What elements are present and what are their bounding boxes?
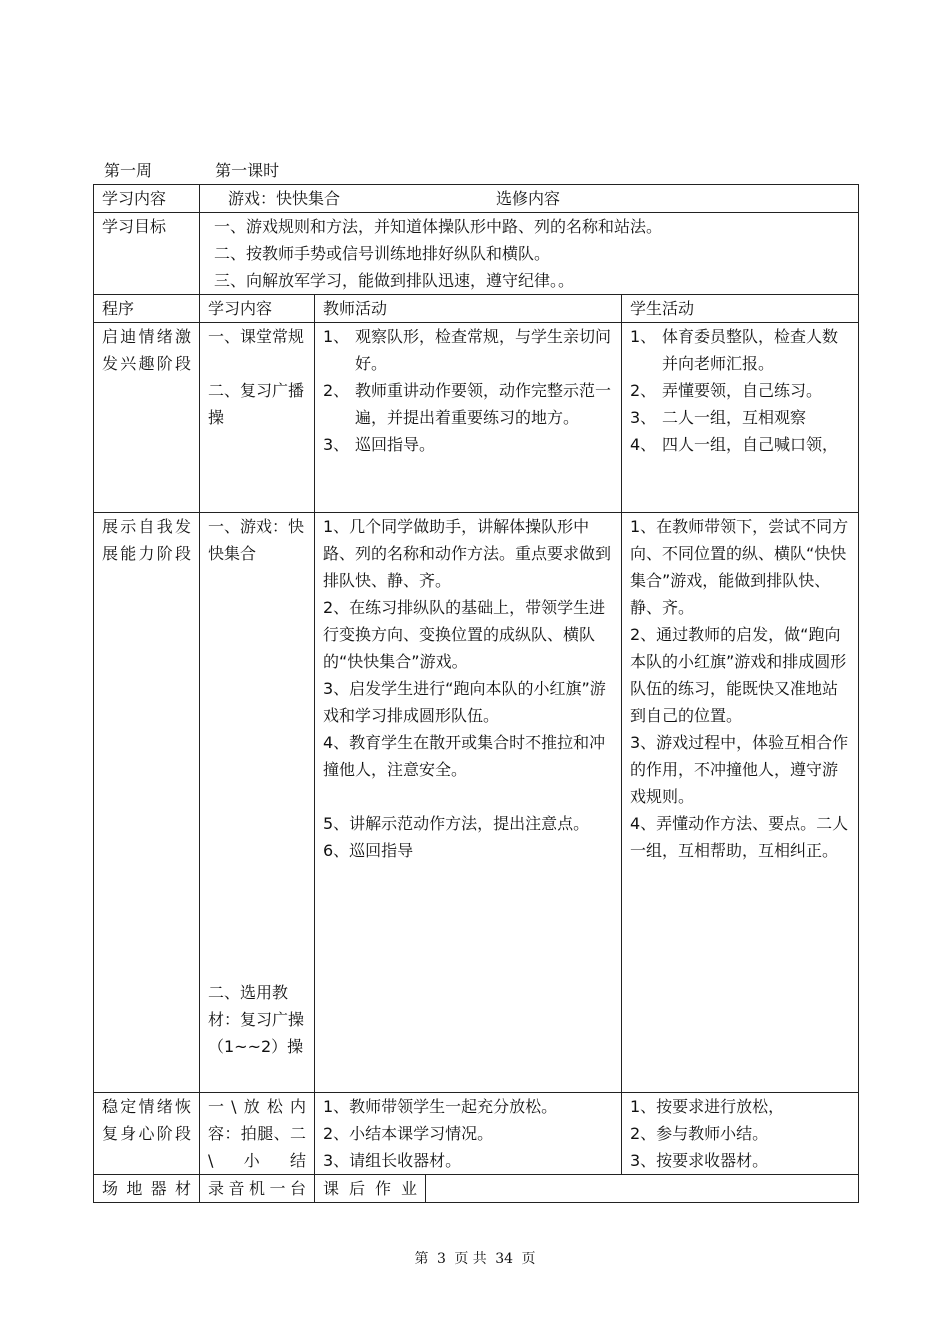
teacher-item: 2、小结本课学习情况。 <box>323 1124 494 1143</box>
student-item: 2、 弄懂要领，自己练习。 <box>630 381 823 400</box>
col-header-procedure: 程序 <box>94 295 200 323</box>
stage2-row <box>94 513 859 1093</box>
student-item: 3、 二人一组，互相观察 <box>630 408 807 427</box>
teacher-item: 1、教师带领学生一起充分放松。 <box>323 1097 558 1116</box>
week-label: 第一周 <box>104 161 153 180</box>
homework-value <box>426 1175 859 1203</box>
stage1-content-item: 一、课堂常规 <box>208 327 305 346</box>
stage2-label: 展示自我发展能力阶段 <box>94 513 200 1093</box>
teacher-item: 1、 观察队形，检查常规，与学生亲切问好。 <box>323 327 612 373</box>
student-item: 1、按要求进行放松， <box>630 1097 785 1116</box>
lesson-label: 第一课时 <box>215 161 280 180</box>
stage3-content: 一\放松内容：拍腿、二\小结 <box>200 1093 315 1175</box>
teacher-item: 4、教育学生在散开或集合时不推拉和冲撞他人，注意安全。 <box>323 733 606 779</box>
stage1-content <box>200 323 315 513</box>
page-footer: 第 3 页 共 34 页 <box>414 1251 536 1267</box>
teacher-item: 2、 教师重讲动作要领，动作完整示范一遍，并提出着重要练习的地方。 <box>323 381 612 427</box>
game-name: 游戏：快快集合 <box>228 189 341 208</box>
goal-line: 三、向解放军学习，能做到排队迅速，遵守纪律。。 <box>214 271 575 290</box>
teacher-item: 2、在练习排纵队的基础上，带领学生进行变换方向、变换位置的成纵队、横队的“快快集合”游戏。 <box>323 598 606 671</box>
learning-content-label: 学习内容 <box>94 185 200 213</box>
student-item: 2、参与教师小结。 <box>630 1124 769 1143</box>
page-number: 3 <box>436 1251 446 1267</box>
teacher-item: 6、巡回指导 <box>323 841 414 860</box>
teacher-item: 3、请组长收器材。 <box>323 1151 462 1170</box>
stage2-content-item: 一、游戏：快快集合 <box>208 517 305 563</box>
student-item: 1、 体育委员整队，检查人数并向老师汇报。 <box>630 327 839 373</box>
stage2-student <box>622 513 859 1093</box>
venue-value: 录音机一台 <box>200 1175 315 1203</box>
student-item: 2、通过教师的启发，做“跑向本队的小红旗”游戏和排成圆形队伍的练习，能既快又准地站到自己的位置。 <box>630 625 847 725</box>
stage2-content <box>200 513 315 1093</box>
teacher-item: 3、 巡回指导。 <box>323 435 436 454</box>
student-item: 3、按要求收器材。 <box>630 1151 769 1170</box>
stage3-label: 稳定情绪恢复身心阶段 <box>94 1093 200 1175</box>
venue-label: 场地器材 <box>94 1175 200 1203</box>
elective-label: 选修内容 <box>496 189 561 208</box>
col-header-student: 学生活动 <box>622 295 859 323</box>
stage1-content-item: 二、复习广播操 <box>208 381 305 427</box>
stage1-teacher <box>315 323 622 513</box>
homework-label: 课后作业 <box>315 1175 426 1203</box>
stage1-student <box>622 323 859 513</box>
student-item: 4、 四人一组，自己喊口领， <box>630 435 839 454</box>
learning-content-value <box>200 185 859 213</box>
stage3-student <box>622 1093 859 1175</box>
goal-line: 一、游戏规则和方法，并知道体操队形中路、列的名称和站法。 <box>214 217 663 236</box>
stage2-content-item: 二、选用教材：复习广操（1~~2）操 <box>208 983 305 1056</box>
row-learning-content <box>94 185 859 213</box>
row-learning-goals <box>94 213 859 295</box>
teacher-item: 5、讲解示范动作方法，提出注意点。 <box>323 814 590 833</box>
student-item: 3、游戏过程中，体验互相合作的作用，不冲撞他人，遵守游戏规则。 <box>630 733 849 806</box>
page-total: 34 <box>495 1251 514 1267</box>
col-header-content: 学习内容 <box>200 295 315 323</box>
teacher-item: 1、几个同学做助手，讲解体操队形中路、列的名称和动作方法。重点要求做到排队快、静、齐。 <box>323 517 612 590</box>
column-header-row <box>94 295 859 323</box>
bottom-row <box>94 1175 859 1203</box>
lesson-plan-table <box>93 184 859 1203</box>
stage3-teacher <box>315 1093 622 1175</box>
learning-goals-label: 学习目标 <box>94 213 200 295</box>
student-item: 1、在教师带领下，尝试不同方向、不同位置的纵、横队“快快集合”游戏，能做到排队快、静、齐。 <box>630 517 849 617</box>
stage2-teacher <box>315 513 622 1093</box>
goal-line: 二、按教师手势或信号训练地排好纵队和横队。 <box>214 244 551 263</box>
stage1-label: 启迪情绪激发兴趣阶段 <box>94 323 200 513</box>
stage3-row <box>94 1093 859 1175</box>
learning-goals-value <box>200 213 859 295</box>
page-header <box>104 158 279 181</box>
student-item: 4、弄懂动作方法、要点。二人一组，互相帮助，互相纠正。 <box>630 814 849 860</box>
col-header-teacher: 教师活动 <box>315 295 622 323</box>
teacher-item: 3、启发学生进行“跑向本队的小红旗”游戏和学习排成圆形队伍。 <box>323 679 606 725</box>
stage1-row <box>94 323 859 513</box>
